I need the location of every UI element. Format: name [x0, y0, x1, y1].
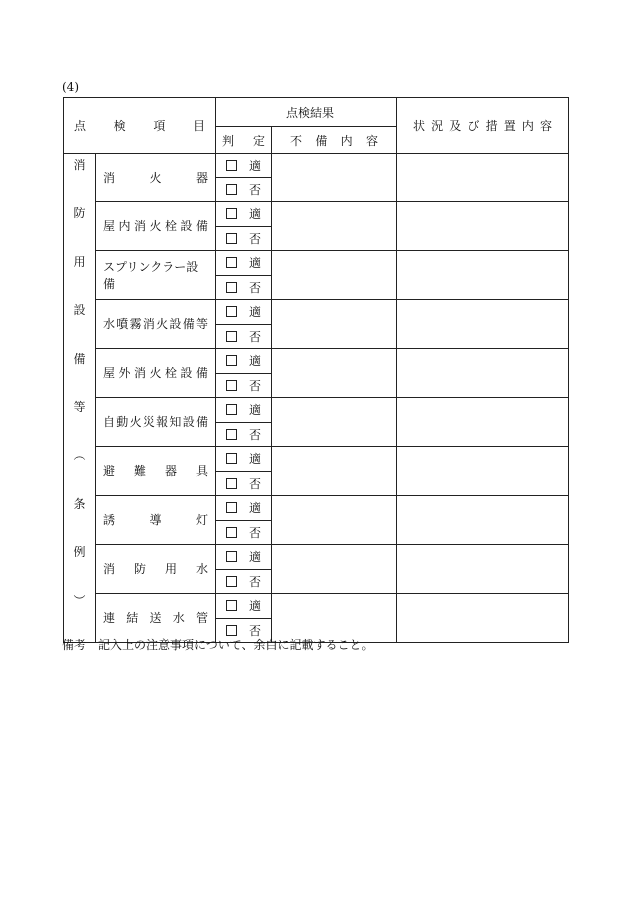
ok-checkbox[interactable]: [226, 306, 237, 317]
item-name-char: 報: [156, 415, 169, 430]
header-judgement: [216, 127, 272, 154]
ok-label: 適: [249, 354, 262, 369]
item-name-char: 水: [172, 611, 185, 626]
judge-ng-cell: [216, 471, 272, 495]
item-name-char: 管: [195, 611, 208, 626]
ok-label: 適: [249, 305, 262, 320]
item-name-char: 外: [118, 366, 131, 381]
item-name-cell: [96, 299, 216, 348]
status-measures-cell[interactable]: [397, 250, 569, 299]
defect-details-cell[interactable]: [272, 446, 397, 495]
ok-label: 適: [249, 403, 262, 418]
judge-ng-cell: [216, 422, 272, 446]
judge-ok-cell: [216, 446, 272, 471]
item-name-char: 自: [103, 415, 116, 430]
header-judge-char: 定: [252, 133, 265, 148]
ok-label: 適: [249, 256, 262, 271]
item-name-cell: [96, 544, 216, 593]
judge-ok-cell: [216, 250, 272, 275]
defect-details-cell[interactable]: [272, 202, 397, 251]
item-name-char: 結: [126, 611, 139, 626]
item-name-char: 設: [180, 366, 193, 381]
header-status-char: 措: [485, 119, 498, 133]
judge-ng-cell: [216, 569, 272, 593]
judge-ok-cell: [216, 495, 272, 520]
ng-checkbox[interactable]: [226, 233, 237, 244]
ok-label: 適: [249, 599, 262, 614]
item-name-char: 内: [118, 219, 131, 234]
judge-ok-cell: [216, 299, 272, 324]
remarks-note: 備考 記入上の注意事項について、余白に記載すること。: [62, 638, 374, 652]
ng-label: 否: [249, 427, 262, 442]
item-name-char: 火: [149, 219, 162, 234]
item-name-char: 設: [180, 219, 193, 234]
status-measures-cell[interactable]: [397, 348, 569, 397]
judge-ng-cell: [216, 520, 272, 544]
defect-details-cell[interactable]: [272, 348, 397, 397]
header-defect-char: 備: [315, 133, 328, 148]
category-char: 例: [73, 545, 86, 560]
item-name-char: 消: [103, 562, 116, 577]
item-name-cell: [96, 446, 216, 495]
header-defect-details: [272, 127, 397, 154]
header-status-measures: [397, 98, 569, 154]
category-char: 設: [73, 303, 86, 318]
inspection-table: [63, 97, 569, 643]
header-status-char: び: [467, 119, 480, 133]
judge-ng-cell: [216, 275, 272, 299]
ok-checkbox[interactable]: [226, 600, 237, 611]
ok-checkbox[interactable]: [226, 257, 237, 268]
ng-checkbox[interactable]: [226, 527, 237, 538]
item-name-char: 具: [195, 464, 208, 479]
judge-ok-cell: [216, 593, 272, 618]
ng-label: 否: [249, 623, 262, 638]
header-item-char: 点: [74, 119, 87, 133]
ng-checkbox[interactable]: [226, 380, 237, 391]
item-name-cell: [96, 495, 216, 544]
header-status-char: 容: [539, 119, 552, 133]
item-name-char: 送: [149, 611, 162, 626]
ng-checkbox[interactable]: [226, 478, 237, 489]
status-measures-cell[interactable]: [397, 299, 569, 348]
category-label: [64, 154, 96, 643]
ng-checkbox[interactable]: [226, 331, 237, 342]
item-name-char: 灯: [195, 513, 208, 528]
item-name-char: 火: [149, 171, 162, 185]
item-name-char: 備: [195, 219, 208, 234]
ng-checkbox[interactable]: [226, 184, 237, 195]
ng-label: 否: [249, 183, 262, 197]
item-name-char: 動: [116, 415, 129, 430]
ng-label: 否: [249, 378, 262, 393]
header-result-char: 結: [310, 105, 323, 120]
header-status-char: 況: [431, 119, 444, 133]
header-defect-char: 不: [290, 133, 303, 148]
ng-label: 否: [249, 525, 262, 540]
judge-ng-cell: [216, 373, 272, 397]
ok-label: 適: [249, 159, 262, 173]
status-measures-cell[interactable]: [397, 495, 569, 544]
ng-label: 否: [249, 476, 262, 491]
item-name-char: 防: [133, 562, 146, 577]
header-result-char: 果: [322, 105, 335, 120]
ok-label: 適: [249, 550, 262, 565]
category-char: 備: [73, 351, 86, 366]
item-name-char: 消: [133, 219, 146, 234]
item-name-char: 屋: [103, 219, 116, 234]
judge-ng-cell: [216, 178, 272, 202]
header-defect-char: 内: [340, 133, 353, 148]
ng-label: 否: [249, 280, 262, 295]
item-name-char: 難: [133, 464, 146, 479]
judge-ng-cell: [216, 324, 272, 348]
defect-details-cell[interactable]: [272, 299, 397, 348]
item-name-char: 災: [142, 415, 155, 430]
header-item-char: 目: [192, 119, 205, 133]
ok-checkbox[interactable]: [226, 160, 237, 171]
status-measures-cell[interactable]: [397, 446, 569, 495]
category-char: 用: [73, 254, 86, 269]
item-name-char: 霧: [129, 317, 142, 332]
item-name-char: 等: [195, 317, 208, 332]
defect-details-cell[interactable]: [272, 250, 397, 299]
item-name-char: 導: [149, 513, 162, 528]
item-name-char: 栓: [164, 366, 177, 381]
item-name-char: 火: [149, 366, 162, 381]
item-name-char: 用: [164, 562, 177, 577]
header-inspection-item: [64, 98, 216, 154]
ng-checkbox[interactable]: [226, 282, 237, 293]
item-name-char: 器: [195, 171, 208, 185]
ok-checkbox[interactable]: [226, 551, 237, 562]
header-status-char: 状: [413, 119, 426, 133]
item-name-char: 設: [169, 317, 182, 332]
item-name-char: 備: [195, 366, 208, 381]
item-name-char: 水: [195, 562, 208, 577]
item-name-cell: [96, 348, 216, 397]
ok-label: 適: [249, 501, 262, 516]
item-name-char: 備: [182, 317, 195, 332]
ok-checkbox[interactable]: [226, 208, 237, 219]
ok-checkbox[interactable]: [226, 404, 237, 415]
ng-label: 否: [249, 574, 262, 589]
ok-checkbox[interactable]: [226, 453, 237, 464]
defect-details-cell[interactable]: [272, 544, 397, 593]
item-name-char: 備: [195, 415, 208, 430]
item-name-char: スプリンクラー設備: [103, 259, 199, 291]
header-status-char: 置: [503, 119, 516, 133]
defect-details-cell[interactable]: [272, 154, 397, 202]
item-name-cell: [96, 154, 216, 202]
item-name-char: 火: [129, 415, 142, 430]
item-name-char: 連: [103, 611, 116, 626]
category-char: 防: [73, 206, 86, 221]
item-name-char: 器: [164, 464, 177, 479]
status-measures-cell[interactable]: [397, 202, 569, 251]
judge-ng-cell: [216, 226, 272, 250]
item-name-char: 火: [156, 317, 169, 332]
header-result-char: 検: [298, 105, 311, 120]
ng-checkbox[interactable]: [226, 576, 237, 587]
judge-ok-cell: [216, 348, 272, 373]
header-result-char: 点: [286, 105, 299, 120]
header-defect-char: 容: [365, 133, 378, 148]
header-status-char: 内: [521, 119, 534, 133]
judge-ok-cell: [216, 397, 272, 422]
ng-checkbox[interactable]: [226, 625, 237, 636]
header-judge-char: 判: [222, 133, 235, 148]
ng-label: 否: [249, 329, 262, 344]
item-name-char: 噴: [116, 317, 129, 332]
ok-label: 適: [249, 452, 262, 467]
item-name-char: 設: [182, 415, 195, 430]
defect-details-cell[interactable]: [272, 495, 397, 544]
judge-ok-cell: [216, 544, 272, 569]
header-inspection-result: [216, 98, 397, 127]
status-measures-cell[interactable]: [397, 544, 569, 593]
ng-checkbox[interactable]: [226, 429, 237, 440]
item-name-char: 水: [103, 317, 116, 332]
category-char: 条: [73, 496, 86, 511]
category-char: ︶: [73, 593, 86, 608]
item-name-cell: [96, 397, 216, 446]
status-measures-cell[interactable]: [397, 154, 569, 202]
item-name-char: 避: [103, 464, 116, 479]
judge-ok-cell: [216, 202, 272, 227]
status-measures-cell[interactable]: [397, 593, 569, 642]
header-status-char: 及: [449, 119, 462, 133]
item-name-cell: [96, 250, 216, 299]
defect-details-cell[interactable]: [272, 397, 397, 446]
item-name-cell: [96, 202, 216, 251]
judge-ok-cell: [216, 154, 272, 178]
page-number: (4): [62, 80, 79, 94]
header-item-char: 検: [113, 119, 126, 133]
status-measures-cell[interactable]: [397, 397, 569, 446]
header-item-char: 項: [153, 119, 166, 133]
item-name-char: 消: [142, 317, 155, 332]
item-name-char: 誘: [103, 513, 116, 528]
ok-label: 適: [249, 207, 262, 222]
item-name-char: 知: [169, 415, 182, 430]
item-name-char: 消: [103, 171, 116, 185]
item-name-char: 栓: [164, 219, 177, 234]
ok-checkbox[interactable]: [226, 355, 237, 366]
ok-checkbox[interactable]: [226, 502, 237, 513]
category-char: 消: [73, 158, 86, 172]
item-name-char: 消: [133, 366, 146, 381]
item-name-char: 屋: [103, 366, 116, 381]
ng-label: 否: [249, 231, 262, 246]
category-char: ︵: [73, 448, 86, 463]
category-char: 等: [73, 399, 86, 414]
